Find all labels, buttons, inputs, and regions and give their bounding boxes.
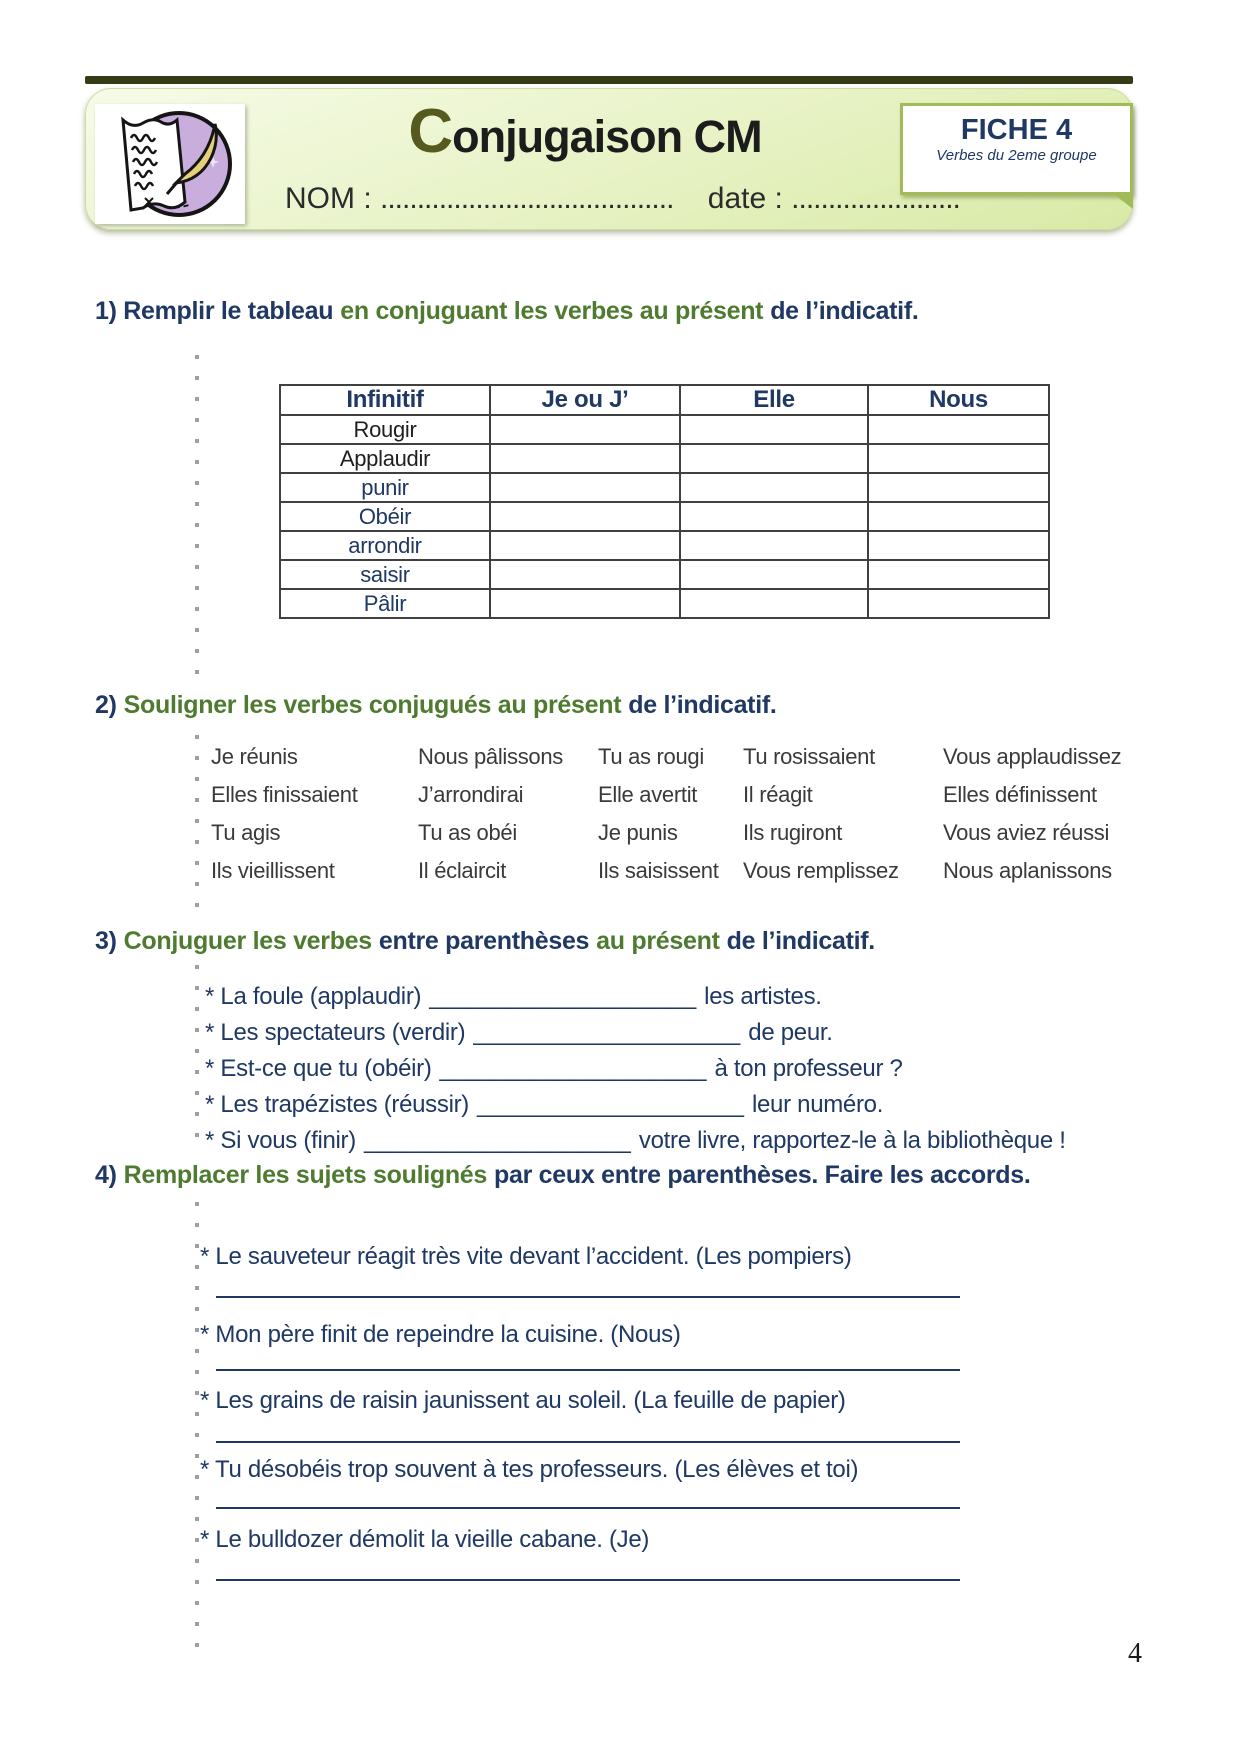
heading-part: 4) (95, 1161, 117, 1189)
name-date-line (285, 182, 960, 216)
table-row (280, 589, 1049, 618)
answer-cell[interactable] (490, 473, 680, 502)
answer-cell[interactable] (868, 560, 1049, 589)
answer-cell[interactable] (868, 589, 1049, 618)
heading-part: 2) (95, 691, 117, 719)
sentence-text: * Les spectateurs (verdir) (205, 1019, 466, 1046)
date-blank[interactable]: ....................... (791, 182, 960, 215)
heading-part: en conjuguant les verbes au présent (340, 297, 764, 325)
conjugation-table (279, 384, 1050, 619)
letter-quill-drawing (95, 104, 245, 224)
sentence-text: les artistes. (704, 983, 822, 1010)
sentence (205, 1123, 1066, 1159)
verb-option[interactable]: J’arrondirai (418, 782, 524, 807)
answer-blank[interactable]: ____________________ (473, 1019, 741, 1046)
letter-and-quill-clipart (95, 104, 245, 224)
heading-part: par ceux entre parenthèses. Faire les accords. (494, 1161, 1031, 1189)
verb-option[interactable]: Ils saisissent (598, 858, 719, 883)
title-text: onjugaison CM (452, 111, 762, 162)
answer-line[interactable] (216, 1369, 960, 1371)
verb-option[interactable]: Tu agis (211, 820, 281, 845)
answer-cell[interactable] (680, 531, 868, 560)
worksheet-title (255, 97, 915, 166)
sentence-text: à ton professeur ? (714, 1055, 903, 1082)
answer-cell[interactable] (490, 589, 680, 618)
heading-part: Conjuguer les verbes (123, 927, 372, 955)
answer-cell[interactable] (490, 502, 680, 531)
exercise1-heading (95, 297, 926, 326)
header-top-edge (85, 76, 1133, 84)
verb-choices-grid (211, 744, 1122, 884)
verb-option[interactable]: Vous remplissez (743, 858, 899, 883)
answer-cell[interactable] (680, 415, 868, 444)
fill-in-sentences (205, 979, 1066, 1159)
heading-part: de l’indicatif. (770, 297, 919, 325)
answer-cell[interactable] (868, 531, 1049, 560)
verb-label: Obéir (280, 502, 490, 531)
answer-blank[interactable]: ____________________ (439, 1055, 707, 1082)
verb-label: arrondir (280, 531, 490, 560)
sentence-text: votre livre, rapportez-le à la bibliothèque ! (638, 1127, 1066, 1154)
answer-cell[interactable] (680, 502, 868, 531)
verb-option[interactable]: Nous aplanissons (943, 858, 1112, 883)
dotted-guide-4 (195, 1202, 199, 1658)
answer-cell[interactable] (680, 560, 868, 589)
header-banner (85, 88, 1133, 230)
sentence: * Le bulldozer démolit la vieille cabane. (Je) (200, 1526, 650, 1553)
heading-part: au présent (596, 927, 720, 955)
table-row (280, 560, 1049, 589)
verb-option[interactable]: Vous applaudissez (943, 744, 1122, 769)
heading-part: de l’indicatif. (726, 927, 875, 955)
answer-blank[interactable]: ____________________ (477, 1091, 744, 1118)
verb-option[interactable]: Elles définissent (943, 782, 1097, 807)
answer-blank[interactable]: ____________________ (363, 1127, 631, 1154)
column-header-je: Je ou J’ (490, 385, 680, 415)
verb-option[interactable]: Je punis (598, 820, 678, 845)
sentence-text: * La foule (applaudir) (205, 983, 422, 1010)
verb-option[interactable]: Tu as rougi (598, 744, 704, 769)
exercise4-heading (95, 1161, 1038, 1190)
heading-part: de l’indicatif. (628, 691, 777, 719)
table-row (280, 415, 1049, 444)
verb-option[interactable]: Il réagit (743, 782, 813, 807)
verb-label: Pâlir (280, 589, 490, 618)
dotted-guide-3 (195, 965, 199, 1147)
answer-cell[interactable] (680, 589, 868, 618)
sentence-text: de peur. (748, 1019, 833, 1046)
answer-line[interactable] (216, 1507, 960, 1509)
date-label: date : (707, 182, 783, 215)
exercise2-heading (95, 691, 784, 720)
dotted-guide-2 (195, 735, 199, 908)
heading-part: entre parenthèses (378, 927, 590, 955)
sentence: * Les grains de raisin jaunissent au soleil. (La feuille de papier) (200, 1387, 846, 1414)
column-header-nous: Nous (868, 385, 1049, 415)
verb-option[interactable]: Elle avertit (598, 782, 698, 807)
table-row (280, 473, 1049, 502)
verb-option[interactable]: Elles finissaient (211, 782, 358, 807)
answer-cell[interactable] (680, 473, 868, 502)
sentence-text: leur numéro. (751, 1091, 884, 1118)
answer-cell[interactable] (868, 473, 1049, 502)
answer-line[interactable] (216, 1441, 960, 1443)
table-row (280, 444, 1049, 473)
column-header-elle: Elle (680, 385, 868, 415)
name-blank[interactable]: ........................................ (380, 182, 674, 215)
verb-option[interactable]: Je réunis (211, 744, 298, 769)
verb-label: punir (280, 473, 490, 502)
sentence-text: * Est-ce que tu (obéir) (205, 1055, 432, 1082)
answer-cell[interactable] (868, 415, 1049, 444)
sentence (205, 979, 1066, 1015)
answer-blank[interactable]: ____________________ (429, 983, 697, 1010)
verb-option[interactable]: Vous aviez réussi (943, 820, 1110, 845)
answer-cell[interactable] (490, 415, 680, 444)
dotted-guide-1 (195, 355, 199, 675)
column-header-infinitif: Infinitif (280, 385, 490, 415)
sentence: * Mon père finit de repeindre la cuisine. (Nous) (200, 1321, 681, 1348)
sentence (205, 1015, 1066, 1051)
sentence-text: * Si vous (finir) (205, 1127, 356, 1154)
verb-label: saisir (280, 560, 490, 589)
verb-option[interactable]: Tu as obéi (418, 820, 517, 845)
verb-label: Rougir (280, 415, 490, 444)
page-number: 4 (1128, 1638, 1142, 1669)
sentence-text: * Les trapézistes (réussir) (205, 1091, 469, 1118)
fiche-number: FICHE 4 (960, 114, 1073, 146)
answer-cell[interactable] (868, 502, 1049, 531)
name-label: NOM : (285, 182, 372, 215)
table-header-row (280, 385, 1049, 415)
answer-line[interactable] (216, 1296, 960, 1298)
answer-cell[interactable] (490, 531, 680, 560)
verb-option[interactable]: Tu rosissaient (743, 744, 875, 769)
answer-line[interactable] (216, 1579, 960, 1581)
verb-option[interactable]: Ils vieillissent (211, 858, 335, 883)
table-row (280, 502, 1049, 531)
verb-label: Applaudir (280, 444, 490, 473)
answer-cell[interactable] (490, 560, 680, 589)
answer-cell[interactable] (490, 444, 680, 473)
sentence (205, 1087, 1066, 1123)
title-initial: C (408, 97, 453, 166)
fiche-subtitle: Verbes du 2eme groupe (936, 147, 1097, 164)
verb-option[interactable]: Nous pâlissons (418, 744, 563, 769)
exercise3-heading (95, 927, 882, 956)
heading-part: Souligner les verbes conjugués au présent (123, 691, 622, 719)
heading-part: 1) Remplir le tableau (95, 297, 334, 325)
heading-part: Remplacer les sujets soulignés (123, 1161, 488, 1189)
heading-part: 3) (95, 927, 117, 955)
verb-option[interactable]: Il éclaircit (418, 858, 507, 883)
sentence (205, 1051, 1066, 1087)
folded-corner (1111, 192, 1133, 209)
sentence: * Le sauveteur réagit très vite devant l’accident. (Les pompiers) (200, 1243, 852, 1270)
answer-cell[interactable] (680, 444, 868, 473)
answer-cell[interactable] (868, 444, 1049, 473)
table-row (280, 531, 1049, 560)
verb-option[interactable]: Ils rugiront (743, 820, 843, 845)
sentence: * Tu désobéis trop souvent à tes professeurs. (Les élèves et toi) (200, 1456, 859, 1483)
